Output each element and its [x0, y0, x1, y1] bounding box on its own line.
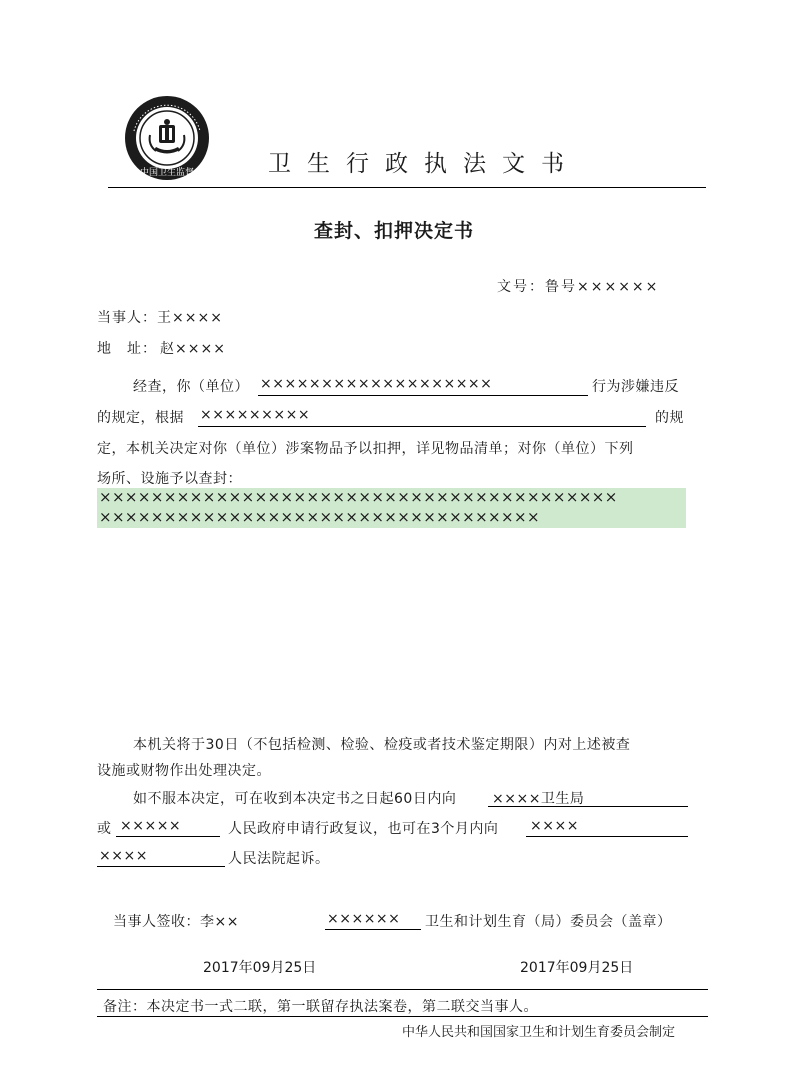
p1-line3: 定，本机关决定对你（单位）涉案物品予以扣押，详见物品清单；对你（单位）下列 [97, 441, 634, 457]
document-title: 查封、扣押决定书 [314, 220, 475, 242]
health-supervision-seal-icon [124, 95, 210, 181]
p1-line4: 场所、设施予以查封： [97, 471, 242, 487]
document-number: 文号：鲁号×××××× [497, 279, 660, 295]
address-value: 赵×××× [160, 341, 226, 357]
p2-line1: 本机关将于30日（不包括检测、检验、检疫或者技术鉴定期限）内对上述被查 [133, 737, 631, 753]
p1-violation-underline [258, 395, 588, 396]
address-label: 地 址： [97, 341, 157, 357]
p3-court-fill-a: ×××× [530, 818, 579, 834]
footer-maker: 中华人民共和国国家卫生和计划生育委员会制定 [402, 1025, 676, 1040]
p1-basis-fill: ××××××××× [200, 407, 311, 423]
p1-line2-prefix: 的规定，根据 [97, 410, 184, 426]
party-name-line: 当事人：王×××× [97, 310, 223, 326]
party-signature: 当事人签收：李×× [113, 914, 239, 930]
header-title: 卫生行政执法文书 [268, 151, 580, 177]
p3-court-underline-b [97, 866, 225, 867]
seized-items-line2: ×××××××××××××××××××××××××××××××××× [99, 508, 540, 526]
p3-line1-prefix: 如不服本决定，可在收到本决定书之日起60日内向 [133, 791, 457, 807]
p2-line2: 设施或财物作出处理决定。 [97, 763, 271, 779]
p3-gov-underline [116, 836, 220, 837]
p3-line2-mid: 人民政府申请行政复议，也可在3个月内向 [228, 821, 499, 837]
p3-line2-prefix: 或 [97, 821, 112, 837]
p3-court-underline-a [526, 836, 688, 837]
party-date: 2017年09月25日 [203, 960, 317, 976]
authority-date: 2017年09月25日 [520, 960, 634, 976]
seized-items-line1: ×××××××××××××××××××××××××××××××××××××××× [99, 488, 618, 506]
p3-court-fill-b: ×××× [99, 848, 148, 864]
p1-basis-underline [198, 426, 646, 427]
authority-underline [325, 929, 421, 930]
p3-bureau-fill: ××××卫生局 [492, 791, 585, 807]
authority-seal-label: 卫生和计划生育（局）委员会（盖章） [425, 914, 672, 930]
footer-divider-bottom [97, 1016, 708, 1017]
seal-text: 中国卫生监督 [139, 168, 195, 178]
p3-line3-suffix: 人民法院起诉。 [228, 851, 330, 867]
p1-line1-suffix: 行为涉嫌违反 [592, 379, 679, 395]
footer-note: 备注：本决定书一式二联，第一联留存执法案卷，第二联交当事人。 [103, 999, 538, 1015]
p1-line2-suffix: 的规 [655, 410, 684, 426]
p3-gov-fill: ××××× [120, 818, 182, 834]
p1-line1-prefix: 经查，你（单位） [133, 379, 249, 395]
header-divider [108, 187, 706, 188]
footer-divider-top [97, 989, 708, 990]
authority-fill: ×××××× [327, 911, 401, 927]
p1-violation-fill: ××××××××××××××××××× [260, 376, 493, 392]
p3-bureau-underline [488, 806, 688, 807]
